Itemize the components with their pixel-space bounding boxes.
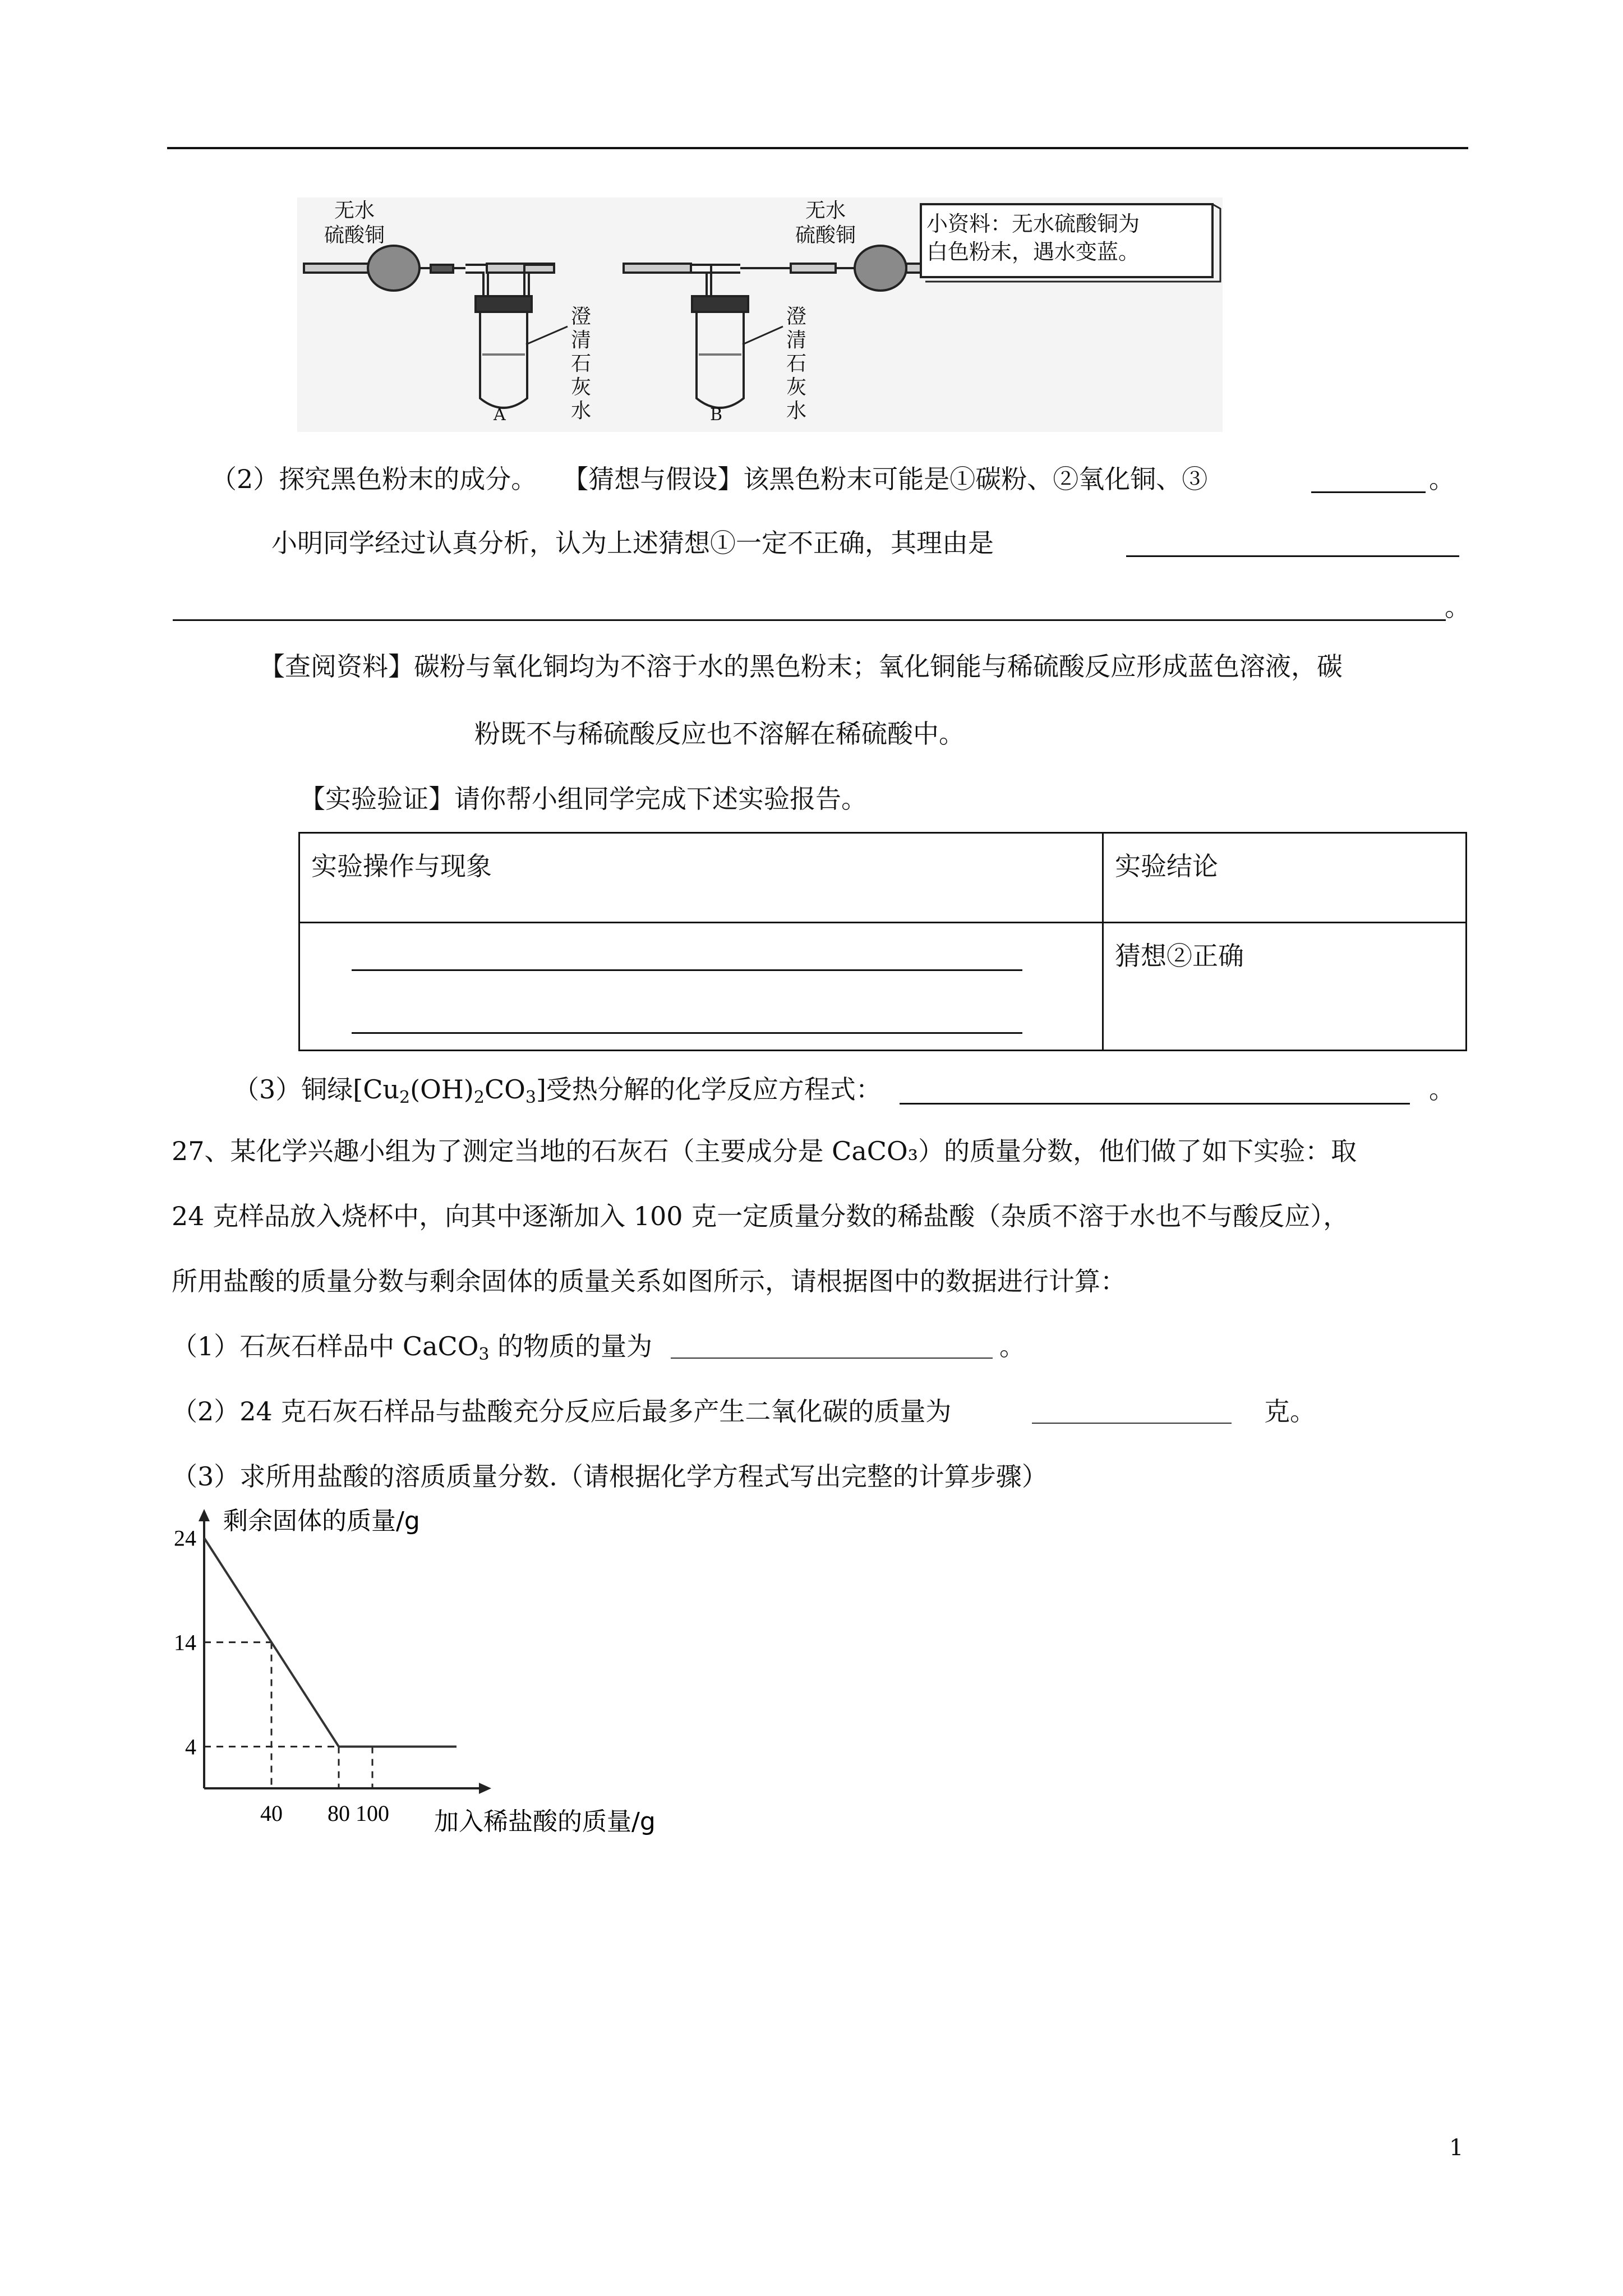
q27-sub3: （3）求所用盐酸的溶质质量分数.（请根据化学方程式写出完整的计算步骤）	[172, 1461, 1048, 1492]
y-axis-arrow	[199, 1509, 210, 1521]
q27-sub1	[172, 1329, 652, 1372]
q2-blank-reason-b[interactable]	[173, 619, 1446, 621]
q2-line3-end: 。	[1445, 592, 1470, 622]
experiment-report-table	[298, 832, 1467, 1051]
q3-line	[233, 1073, 882, 1115]
report-header-conclusion: 实验结论	[1103, 833, 1467, 923]
q2-blank-guess3[interactable]	[1311, 491, 1426, 493]
q3-suffix: ]受热分解的化学反应方程式：	[536, 1074, 882, 1105]
tube-label-b: B	[710, 405, 723, 425]
q3-prefix: （3）铜绿[Cu	[233, 1074, 400, 1105]
x-tick-label-40: 40	[260, 1801, 283, 1826]
lw-b-5: 水	[786, 399, 807, 422]
q2-blank-reason-a[interactable]	[1126, 555, 1459, 557]
q27-s1-sub: 3	[478, 1345, 490, 1364]
y-tick-label-14: 14	[174, 1630, 196, 1655]
q3-mid: (OH)	[410, 1074, 474, 1105]
tube-label-a: A	[494, 405, 506, 425]
lw-a-1: 澄	[571, 305, 592, 328]
q27-blank-1[interactable]	[671, 1358, 993, 1359]
q27-line1: 27、某化学兴趣小组为了测定当地的石灰石（主要成分是 CaCO₃）的质量分数，他们做了如下实验：取	[172, 1136, 1357, 1166]
q27-sub1-end: 。	[999, 1331, 1025, 1361]
reagent-left-line2: 硫酸铜	[324, 224, 385, 247]
q2-ref-line1: 【查阅资料】碳粉与氧化铜均为不溶于水的黑色粉末；氧化铜能与稀硫酸反应形成蓝色溶液，碳	[259, 651, 1343, 682]
q3-blank-equation[interactable]	[900, 1103, 1410, 1105]
note-line2: 白色粉末，遇水变蓝。	[926, 240, 1140, 264]
y-tick-label-4: 4	[185, 1734, 196, 1760]
q2-ref-line2: 粉既不与稀硫酸反应也不溶解在稀硫酸中。	[474, 719, 965, 749]
report-operation-blank-2[interactable]	[352, 1032, 1022, 1034]
report-header-operation: 实验操作与现象	[299, 833, 1103, 923]
x-tick-label-100: 100	[356, 1801, 389, 1826]
lw-a-2: 清	[571, 329, 592, 352]
reagent-right-line1: 无水	[805, 199, 846, 222]
lw-b-3: 石	[786, 352, 807, 375]
mass-chart	[168, 1503, 707, 1862]
lw-b-1: 澄	[786, 305, 807, 328]
reagent-right-line2: 硫酸铜	[795, 224, 856, 247]
q3-sub2: 2	[473, 1088, 485, 1107]
y-tick-label-24: 24	[174, 1525, 196, 1551]
q27-line3: 所用盐酸的质量分数与剩余固体的质量关系如图所示，请根据图中的数据进行计算：	[172, 1266, 1126, 1296]
report-operation-cell	[299, 923, 1103, 1051]
page-number: 1	[1449, 2135, 1464, 2161]
reagent-label-left	[324, 199, 385, 248]
apparatus-figure	[297, 197, 1223, 432]
report-header-row	[299, 833, 1467, 923]
q27-sub2: （2）24 克石灰石样品与盐酸充分反应后最多产生二氧化碳的质量为	[172, 1396, 952, 1427]
q2-line1-end: 。	[1429, 464, 1455, 494]
x-axis-arrow	[479, 1783, 491, 1794]
lw-b-2: 清	[786, 329, 807, 352]
q3-sub3: 3	[525, 1088, 536, 1107]
report-operation-blank-1[interactable]	[352, 969, 1022, 971]
mass-chart-svg	[168, 1503, 707, 1862]
q27-s1-prefix: （1）石灰石样品中 CaCO	[172, 1331, 479, 1361]
limewater-label-b	[786, 305, 806, 423]
q27-blank-2[interactable]	[1032, 1423, 1232, 1424]
q27-sub2-end: 克。	[1264, 1396, 1316, 1427]
q2-line1: （2）探究黑色粉末的成分。 【猜想与假设】该黑色粉末可能是①碳粉、②氧化铜、③	[211, 464, 1208, 494]
limewater-label-a	[571, 305, 591, 423]
q3-end: 。	[1429, 1074, 1455, 1105]
q3-sub1: 2	[399, 1088, 411, 1107]
q3-co: CO	[484, 1074, 525, 1105]
q27-s1-mid: 的物质的量为	[489, 1331, 653, 1361]
report-body-row	[299, 923, 1467, 1051]
reagent-left-line1: 无水	[334, 199, 375, 222]
lw-a-4: 灰	[571, 376, 592, 399]
q27-line2: 24 克样品放入烧杯中，向其中逐渐加入 100 克一定质量分数的稀盐酸（杂质不溶于水也不与酸反应），	[172, 1201, 1349, 1231]
lw-a-5: 水	[571, 399, 592, 422]
header-rule	[167, 147, 1468, 149]
x-tick-label-80: 80	[328, 1801, 350, 1826]
q2-line2: 小明同学经过认真分析，认为上述猜想①一定不正确，其理由是	[271, 528, 994, 558]
report-conclusion-cell: 猜想②正确	[1103, 923, 1467, 1051]
y-axis-title: 剩余固体的质量/g	[223, 1507, 420, 1535]
lw-b-4: 灰	[786, 376, 807, 399]
note-line1: 小资料：无水硫酸铜为	[926, 211, 1140, 236]
q2-verify: 【实验验证】请你帮小组同学完成下述实验报告。	[299, 784, 867, 814]
x-axis-title: 加入稀盐酸的质量/g	[434, 1807, 656, 1836]
lw-a-3: 石	[571, 352, 592, 375]
reagent-label-right	[795, 199, 856, 248]
note-box	[926, 210, 1140, 266]
